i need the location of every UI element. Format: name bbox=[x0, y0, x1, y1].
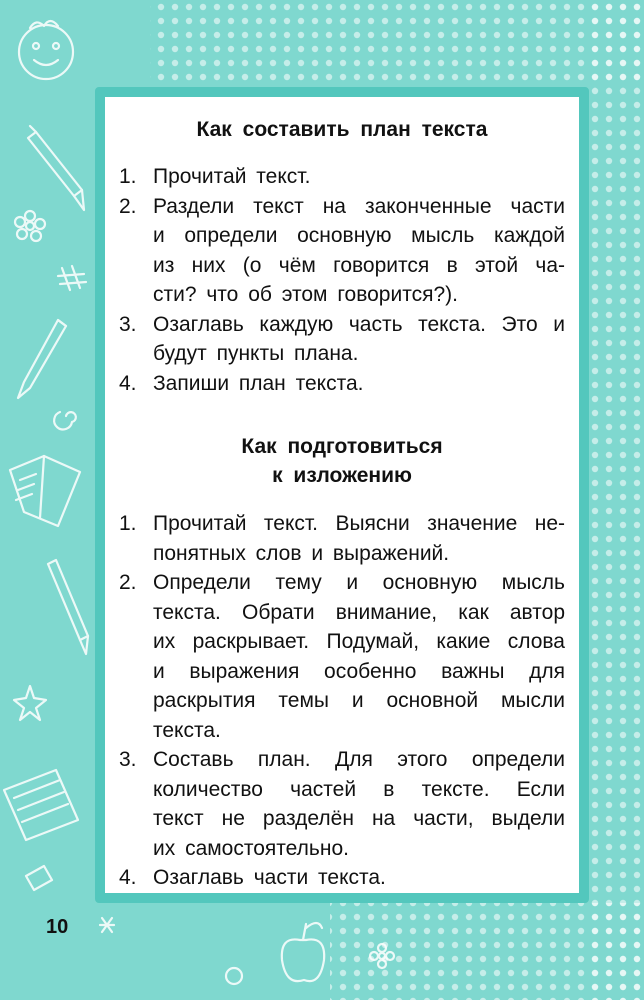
step-text: Озаглавь каждую часть текста. Это и будут пункты плана. bbox=[153, 312, 565, 365]
content-card bbox=[95, 87, 589, 903]
step-text: Запиши план текста. bbox=[153, 371, 364, 395]
list-item bbox=[119, 863, 565, 893]
list-item bbox=[119, 568, 565, 745]
step-number: 2. bbox=[119, 194, 137, 218]
step-text: Прочитай текст. Выясни значение не- понятных слов и выражений. bbox=[153, 512, 565, 565]
step-number: 4. bbox=[119, 371, 137, 395]
step-number: 3. bbox=[119, 748, 137, 771]
step-number: 2. bbox=[119, 571, 137, 594]
dot-pattern-top bbox=[150, 0, 644, 88]
page-number: 10 bbox=[46, 916, 69, 938]
summary-steps-list bbox=[119, 509, 565, 893]
section-title-summary: Как подготовиться к изложению bbox=[241, 435, 443, 487]
step-text: Прочитай текст. bbox=[153, 165, 311, 188]
step-number: 4. bbox=[119, 866, 137, 889]
list-item bbox=[119, 192, 565, 310]
list-item bbox=[119, 310, 565, 369]
step-number: 1. bbox=[119, 512, 137, 535]
plan-steps-list bbox=[119, 162, 565, 398]
list-item bbox=[119, 162, 565, 192]
step-number: 1. bbox=[119, 165, 137, 188]
step-number: 3. bbox=[119, 312, 137, 336]
step-text: Определи тему и основную мысль текста. Обрати внимание, как автор их раскрывает. Подумай, какие слова и выражения особенно важны для раскрытия темы и основной мысли текста. bbox=[153, 571, 565, 742]
list-item bbox=[119, 509, 565, 568]
step-text: Составь план. Для этого определи количество частей в тексте. Если текст не разделён на части, выдели их самостоятельно. bbox=[153, 748, 565, 860]
step-text: Озаглавь части текста. bbox=[153, 866, 386, 889]
step-text: Раздели текст на законченные части и определи основную мысль каждой из них (о чём говорится в этой ча- сти? что об этом говорится?). bbox=[153, 194, 565, 306]
list-item bbox=[119, 745, 565, 863]
dot-pattern-bottom bbox=[330, 903, 644, 1000]
list-item bbox=[119, 369, 565, 399]
dot-pattern-right bbox=[589, 0, 644, 1000]
section-title-plan: Как составить план текста bbox=[196, 118, 488, 141]
